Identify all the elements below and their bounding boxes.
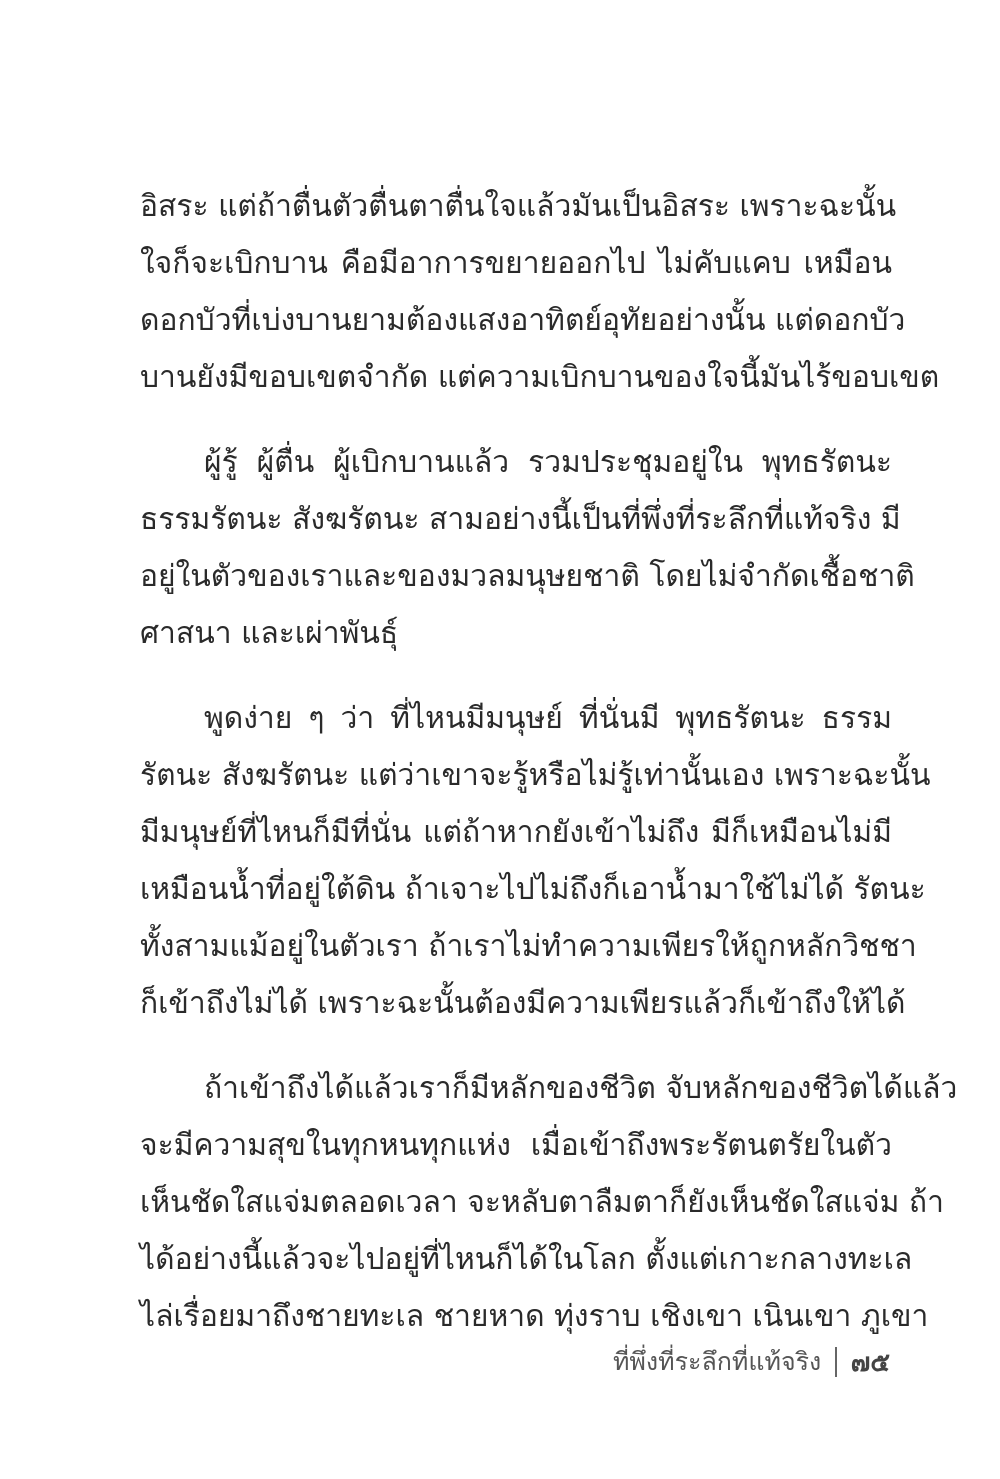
paragraph-2 (140, 434, 915, 662)
text-line: อิสระ แต่ถ้าตื่นตัวตื่นตาตื่นใจแล้วมันเป็นอิสระ เพราะฉะนั้น (140, 189, 897, 224)
text-line: ผู้รู้ ผู้ตื่น ผู้เบิกบานแล้ว รวมประชุมอยู่ใน พุทธรัตนะ (204, 445, 892, 480)
text-line: ก็เข้าถึงไม่ได้ เพราะฉะนั้นต้องมีความเพียรแล้วก็เข้าถึงให้ได้ (140, 986, 906, 1021)
page-footer (613, 1342, 890, 1382)
text-line: ได้อย่างนี้แล้วจะไปอยู่ที่ไหนก็ได้ในโลก ตั้งแต่เกาะกลางทะเล (140, 1242, 913, 1277)
text-line: บานยังมีขอบเขตจำกัด แต่ความเบิกบานของใจนี้มันไร้ขอบเขต (140, 360, 940, 395)
text-line: ดอกบัวที่เบ่งบานยามต้องแสงอาทิตย์อุทัยอย่างนั้น แต่ดอกบัว (140, 303, 906, 338)
text-line: มีมนุษย์ที่ไหนก็มีที่นั่น แต่ถ้าหากยังเข้าไม่ถึง มีก็เหมือนไม่มี (140, 815, 892, 850)
text-line: ทั้งสามแม้อยู่ในตัวเรา ถ้าเราไม่ทำความเพียรให้ถูกหลักวิชชา (140, 929, 917, 964)
paragraph-1 (140, 178, 940, 406)
text-line: เห็นชัดใสแจ่มตลอดเวลา จะหลับตาลืมตาก็ยังเห็นชัดใสแจ่ม ถ้า (140, 1185, 944, 1220)
text-line: รัตนะ สังฆรัตนะ แต่ว่าเขาจะรู้หรือไม่รู้เท่านั้นเอง เพราะฉะนั้น (140, 758, 931, 793)
paragraph-3 (140, 690, 931, 1032)
running-title: ที่พึ่งที่ระลึกที่แท้จริง (612, 1347, 822, 1376)
text-line: ถ้าเข้าถึงได้แล้วเราก็มีหลักของชีวิต จับหลักของชีวิตได้แล้ว (204, 1071, 958, 1106)
text-line: จะมีความสุขในทุกหนทุกแห่ง เมื่อเข้าถึงพระรัตนตรัยในตัว (140, 1128, 892, 1163)
text-line: พูดง่าย ๆ ว่า ที่ไหนมีมนุษย์ ที่นั่นมี พุทธรัตนะ ธรรม (204, 701, 892, 736)
text-line: ใจก็จะเบิกบาน คือมีอาการขยายออกไป ไม่คับแคบ เหมือน (140, 246, 892, 281)
text-line: อยู่ในตัวของเราและของมวลมนุษยชาติ โดยไม่จำกัดเชื้อชาติ (140, 559, 915, 594)
paragraph-4 (140, 1060, 958, 1345)
text-line: ธรรมรัตนะ สังฆรัตนะ สามอย่างนี้เป็นที่พึ่งที่ระลึกที่แท้จริง มี (140, 502, 901, 537)
text-line: ไล่เรื่อยมาถึงชายทะเล ชายหาด ทุ่งราบ เชิงเขา เนินเขา ภูเขา (140, 1299, 929, 1334)
text-line: เหมือนน้ำที่อยู่ใต้ดิน ถ้าเจาะไปไม่ถึงก็เอาน้ำมาใช้ไม่ได้ รัตนะ (140, 872, 926, 907)
text-line: ศาสนา และเผ่าพันธุ์ (140, 616, 399, 651)
footer-divider (835, 1347, 837, 1377)
page-body (140, 178, 958, 1373)
page-number: ๗๕ (850, 1347, 890, 1378)
